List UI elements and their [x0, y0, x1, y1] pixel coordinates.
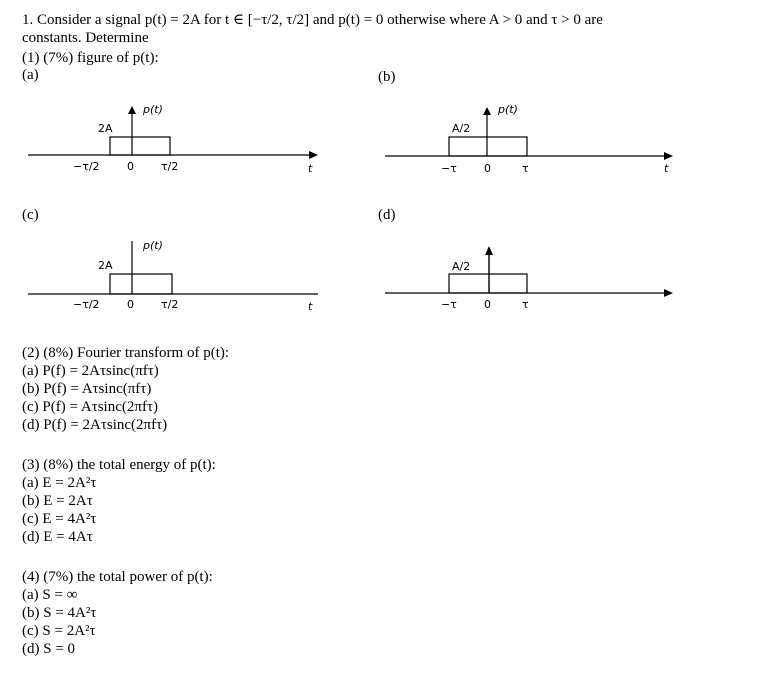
part4-heading: (4) (7%) the total power of p(t):	[22, 569, 213, 585]
figure-b-y-label: p(t)	[498, 103, 518, 116]
figure-a-pulse	[110, 137, 170, 155]
figure-c-letter: (c)	[22, 207, 39, 223]
figure-a-t-label: t	[308, 162, 313, 175]
figure-a-tick-left: −τ/2	[73, 160, 100, 173]
figure-a-height-label: 2A	[98, 122, 113, 135]
figure-b-plot	[385, 107, 673, 160]
figure-d-tick-left: −τ	[441, 298, 457, 311]
part2-option-d: (d) P(f) = 2Aτsinc(2πfτ)	[22, 417, 168, 433]
figure-b-t-arrow	[664, 152, 673, 160]
part4-option-b: (b) S = 4A²τ	[22, 605, 97, 621]
figure-c-tick-right: τ/2	[161, 298, 179, 311]
part2-option-c: (c) P(f) = Aτsinc(2πfτ)	[22, 399, 158, 415]
part2-option-a: (a) P(f) = 2Aτsinc(πfτ)	[22, 363, 159, 379]
figure-a-t-arrow	[309, 151, 318, 159]
part4-option-a: (a) S = ∞	[22, 587, 78, 603]
part3-heading: (3) (8%) the total energy of p(t):	[22, 457, 216, 473]
figure-c-tick-zero: 0	[127, 298, 134, 311]
part1-heading: (1) (7%) figure of p(t):	[22, 50, 159, 66]
figure-b-t-label: t	[664, 162, 669, 175]
figure-b-p-arrow	[483, 107, 491, 115]
figure-c-t-label: t	[308, 300, 313, 313]
figure-b-tick-zero: 0	[484, 162, 491, 175]
figure-c-plot	[28, 241, 318, 294]
figure-d-tick-zero: 0	[484, 298, 491, 311]
figure-b-tick-left: −τ	[441, 162, 457, 175]
figure-b-tick-right: τ	[522, 162, 529, 175]
part3-option-a: (a) E = 2A²τ	[22, 475, 97, 491]
figure-b-pulse	[449, 137, 527, 156]
figure-a-plot	[28, 103, 318, 159]
figure-d-plot	[385, 246, 673, 297]
figure-d-t-arrow	[664, 289, 673, 297]
question-line-2: constants. Determine	[22, 30, 149, 46]
figure-a-tick-right: τ/2	[161, 160, 179, 173]
part2-option-b: (b) P(f) = Aτsinc(πfτ)	[22, 381, 152, 397]
figure-b-letter: (b)	[378, 69, 396, 85]
figure-d-p-arrow	[485, 246, 493, 255]
figure-a-letter: (a)	[22, 67, 39, 83]
part4-option-d: (d) S = 0	[22, 641, 76, 657]
figure-d-height-label: A/2	[452, 260, 471, 273]
figure-a-p-arrow	[128, 106, 136, 114]
figure-d-letter: (d)	[378, 207, 396, 223]
part2-heading: (2) (8%) Fourier transform of p(t):	[22, 345, 230, 361]
part3-option-c: (c) E = 4A²τ	[22, 511, 97, 527]
figure-d-pulse	[449, 274, 527, 293]
part3-option-d: (d) E = 4Aτ	[22, 529, 93, 545]
figure-c-tick-left: −τ/2	[73, 298, 100, 311]
question-line-1: 1. Consider a signal p(t) = 2A for t ∈ [−τ/2, τ/2] and p(t) = 0 otherwise where A > 0 and τ > 0 are	[22, 12, 603, 28]
part3-option-b: (b) E = 2Aτ	[22, 493, 93, 509]
figure-d-tick-right: τ	[522, 298, 529, 311]
figure-a-y-label: p(t)	[143, 103, 163, 116]
figure-b-height-label: A/2	[452, 122, 471, 135]
figure-c-pulse	[110, 274, 172, 294]
figure-a-tick-zero: 0	[127, 160, 134, 173]
part4-option-c: (c) S = 2A²τ	[22, 623, 96, 639]
figure-c-height-label: 2A	[98, 259, 113, 272]
figure-c-y-label: p(t)	[143, 239, 163, 252]
